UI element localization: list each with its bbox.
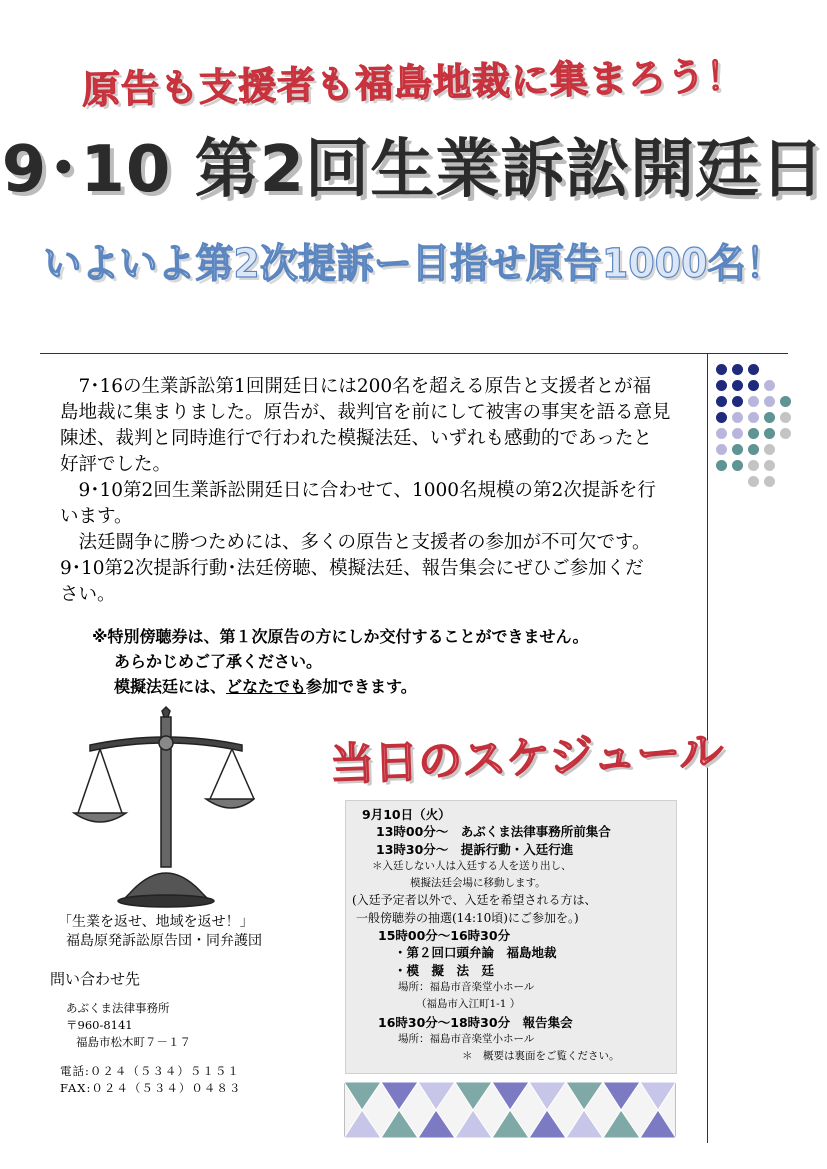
body-p4-line2: さい。: [60, 584, 116, 605]
dot: [748, 396, 759, 407]
schedule-item-3a: ・第２回口頭弁論 福島地裁: [394, 945, 557, 961]
schedule-note-1a: ＊入廷しない人は入廷する人を送り出し、: [372, 859, 572, 872]
body-p2-line2: います。: [60, 506, 133, 527]
dot: [732, 428, 743, 439]
dot: [732, 460, 743, 471]
notice-line-2: あらかじめご了承ください。: [114, 652, 323, 671]
schedule-place-1b: （福島市入江町1-1 ）: [416, 998, 521, 1011]
schedule-note-2b: 一般傍聴券の抽選(14:10頃)にご参加を。): [356, 910, 579, 925]
motto-block: [58, 913, 262, 951]
schedule-footnote: ＊ 概要は裏面をご覧ください。: [462, 1050, 620, 1063]
dot: [716, 428, 727, 439]
contact-address: 福島市松木町７－１７: [76, 1035, 191, 1049]
schedule-date: 9月10日（火）: [362, 807, 451, 822]
schedule-note-1b: 模擬法廷会場に移動します。: [410, 877, 546, 890]
schedule-title: 当日のスケジュール: [329, 726, 725, 791]
dot: [716, 364, 727, 375]
body-p1-line4: 好評でした。: [60, 454, 172, 475]
schedule-item-4: 16時30分～18時30分 報告集会: [378, 1014, 573, 1030]
body-p3-line1: 法廷闘争に勝つためには、多くの原告と支援者の参加が不可欠です。: [78, 532, 651, 553]
dot: [748, 428, 759, 439]
dot: [732, 444, 743, 455]
notice-line-3-pre: 模擬法廷には、: [114, 677, 227, 696]
contact-phone: 電話:０２４（５３４）５１５１: [60, 1064, 240, 1078]
schedule-note-2a: (入廷予定者以外で、入廷を希望される方は、: [352, 893, 597, 908]
dot: [716, 396, 727, 407]
notice-line-3-post: 参加できます。: [306, 677, 417, 696]
decorative-triangle-pattern: [344, 1082, 676, 1138]
dot: [764, 460, 775, 471]
schedule-item-3b: ・模 擬 法 廷: [394, 962, 495, 978]
dot: [716, 380, 727, 391]
dot: [764, 476, 775, 487]
dot: [764, 444, 775, 455]
dot: [748, 460, 759, 471]
headline-top: 原告も支援者も福島地裁に集まろう！: [81, 54, 746, 112]
schedule-item-2: 13時30分～ 提訴行動・入廷行進: [376, 841, 574, 857]
contact-office: あぶくま法律事務所: [66, 1001, 170, 1015]
notice-block: [92, 624, 692, 699]
contact-postal: 〒960-8141: [66, 1018, 133, 1032]
dot: [748, 380, 759, 391]
schedule-place-1: 場所：福島市音楽堂小ホール: [398, 980, 535, 993]
motto-org: 福島原発訴訟原告団・同弁護団: [66, 933, 262, 949]
dot: [780, 428, 791, 439]
dot: [732, 412, 743, 423]
notice-line-1: ※特別傍聴券は、第１次原告の方にしか交付することができません。: [92, 627, 589, 646]
dot: [780, 412, 791, 423]
body-p4-line1: 9･10第2次提訴行動･法廷傍聴、模擬法廷、報告集会にぜひご参加くだ: [60, 558, 644, 579]
dot: [732, 396, 743, 407]
motto-slogan: 「生業を返せ、地域を返せ！」: [58, 914, 254, 930]
dot: [764, 380, 775, 391]
schedule-place-2: 場所：福島市音楽堂小ホール: [398, 1032, 535, 1045]
schedule-text: [352, 806, 672, 1065]
contact-title: 問い合わせ先: [50, 970, 141, 988]
body-p1-line1: 7･16の生業訴訟第1回開廷日には200名を超える原告と支援者とが福: [78, 376, 652, 397]
notice-line-3: [92, 674, 692, 699]
body-paragraphs: [60, 374, 700, 608]
dot: [732, 364, 743, 375]
contact-phones: [60, 1063, 241, 1097]
decorative-dot-grid: [716, 364, 796, 484]
body-p1-line2: 島地裁に集まりました。原告が、裁判官を前にして被害の事実を語る意見: [60, 402, 671, 423]
dot: [748, 444, 759, 455]
dot: [748, 412, 759, 423]
scales-of-justice-icon: [70, 703, 255, 908]
dot: [764, 428, 775, 439]
dot: [780, 396, 791, 407]
dot: [748, 476, 759, 487]
dot: [764, 396, 775, 407]
headline-main: 9･10 第2回生業訴訟開廷日: [1, 133, 826, 207]
horizontal-rule: [40, 353, 788, 354]
dot: [748, 364, 759, 375]
dot: [732, 380, 743, 391]
contact-address-block: [66, 1000, 191, 1051]
dot: [716, 460, 727, 471]
notice-line-3-underlined: どなたでも: [226, 677, 307, 696]
dot: [764, 412, 775, 423]
headline-sub: いよいよ第2次提訴ー目指せ原告1000名！: [43, 241, 784, 287]
schedule-item-1: 13時00分～ あぶくま法律事務所前集合: [376, 824, 611, 840]
dot: [716, 444, 727, 455]
schedule-item-3: 15時00分～16時30分: [378, 928, 511, 944]
body-p1-line3: 陳述、裁判と同時進行で行われた模擬法廷、いずれも感動的であったと: [60, 428, 652, 449]
body-p2-line1: 9･10第2回生業訴訟開廷日に合わせて、1000名規模の第2次提訴を行: [78, 480, 656, 501]
contact-fax: FAX:０２４（５３４）０４８３: [60, 1081, 242, 1095]
dot: [716, 412, 727, 423]
